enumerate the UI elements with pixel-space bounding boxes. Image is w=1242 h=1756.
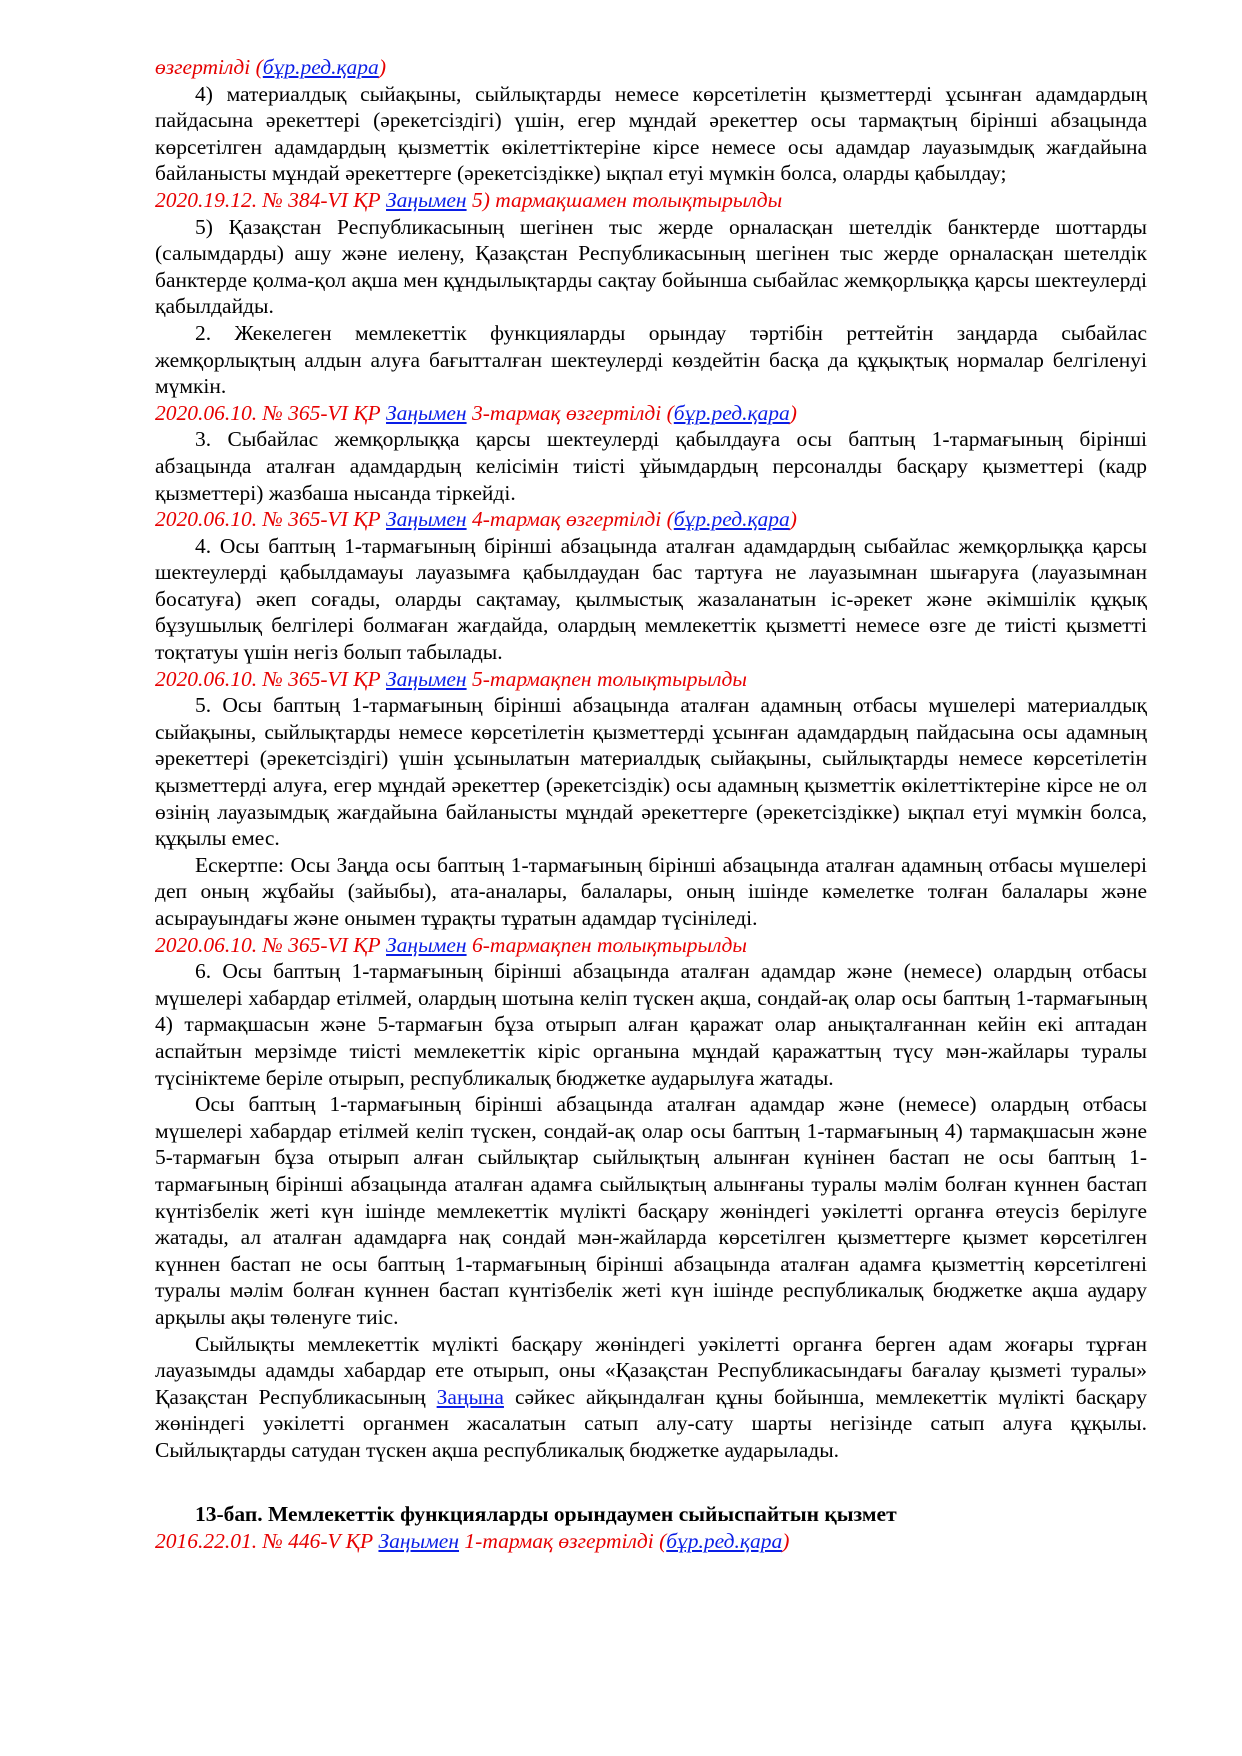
paragraph: 4. Осы баптың 1-тармағының бірінші абзацында аталған адамдардың сыбайлас жемқорлыққа қарсы шектеулерді қабылдамауы лауазымға қабылдаудан бас тартуға не лауазымнан шығаруға (лауазымнан босатуға) әкеп соғады, оларды сақтамау, қылмыстық жазаланатын іс-әрекет және әкімшілік құқық бұзушылық белгілері болмаған жағдайда, олардың мемлекеттік қызметті немесе өзге де тиісті қызметті тоқтатуы үшін негіз болып табылады. xyxy=(155,533,1147,665)
note-text: 2020.06.10. № 365-VI ҚР xyxy=(155,400,387,425)
article-heading: 13-бап. Мемлекеттік функцияларды орындаумен сыйыспайтын қызмет xyxy=(195,1502,897,1527)
spacer xyxy=(155,1463,1147,1501)
note-text: 2020.06.10. № 365-VI ҚР xyxy=(155,507,387,532)
note-text: 2020.19.12. № 384-VI ҚР xyxy=(155,187,387,212)
note-text: 5-тармақпен толықтырылды xyxy=(466,666,747,691)
previous-edition-link[interactable]: бұр.ред.қара xyxy=(673,507,790,532)
previous-edition-link[interactable]: бұр.ред.қара xyxy=(673,400,790,425)
paragraph-text: сәйкес айқындалған құны бойынша, мемлекеттік мүлікті басқару жөніндегі уәкілетті органмен жасалатын сатып алу-сату шарты негізінде сатып алуға құқылы. Сыйлықтарды сатудан түскен ақша республикалық бюджетке аударылады. xyxy=(155,1384,1147,1462)
paragraph: 3. Сыбайлас жемқорлыққа қарсы шектеулерді қабылдауға осы баптың 1-тармағының бірінші абзацында аталған адамдардың келісімін тиісті ұйымдардың персоналды басқару қызметтері (кадр қызметтері) жазбаша нысанда тіркейді. xyxy=(155,427,1147,505)
note-text: 1-тармақ өзгертілді ( xyxy=(459,1529,667,1554)
amendment-note xyxy=(155,666,1147,693)
note-text: 5) тармақшамен толықтырылды xyxy=(466,187,783,212)
amendment-note xyxy=(155,932,1147,959)
note-text: ) xyxy=(378,55,386,79)
law-link[interactable]: Заңымен xyxy=(386,666,467,691)
note-text: 6-тармақпен толықтырылды xyxy=(466,932,747,957)
note-text: 2016.22.01. № 446-V ҚР xyxy=(155,1529,379,1554)
law-link[interactable]: Заңымен xyxy=(378,1529,460,1554)
paragraph: 5) Қазақстан Республикасының шегінен тыс жерде орналасқан шетелдік банктерде шоттарды (салымдарды) ашу және иелену, Қазақстан Республикасының шегінен тыс жерде орналасқан шетелдік банктерде қолма-қол ақша мен құндылықтарды сақтау бойынша сыбайлас жемқорлыққа қарсы шектеулерді қабылдайды. xyxy=(155,214,1147,319)
law-link[interactable]: Заңымен xyxy=(386,187,467,212)
note-text: 2020.06.10. № 365-VI ҚР xyxy=(155,932,387,957)
amendment-note xyxy=(155,1528,1147,1555)
law-link[interactable]: Заңына xyxy=(436,1384,504,1409)
paragraph: Осы баптың 1-тармағының бірінші абзацында аталған адамдар және (немесе) олардың отбасы мүшелері хабардар етілмей келіп түскен, сондай-ақ олар осы баптың 1-тармағының 4) тармақшасын және 5-тармағын бұза отырып алған сыйлықтар сыйлықтың алынған күнінен бастап не осы баптың 1-тармағының бірінші абзацында аталған адамға сыйлықтың алынғаны туралы мәлім болған күннен бастап күнтізбелік жеті күн ішінде мемлекеттік мүлікті басқару жөніндегі уәкілетті органға өтеусіз берілуге жатады, ал аталған адамдарға нақ сондай мән-жайларда көрсетілген қызметтерге қызмет көрсетілген күннен бастап не осы баптың 1-тармағының бірінші абзацында аталған адамға қызметтің көрсетілгені туралы мәлім болған күннен бастап күнтізбелік жеті күн ішінде республикалық бюджетке ақша аудару арқылы ақы төленуге тиіс. xyxy=(155,1092,1147,1329)
remark-paragraph: Ескертпе: Осы Заңда осы баптың 1-тармағының бірінші абзацында аталған адамның отбасы мүшелері деп оның жұбайы (зайыбы), ата-аналары, балалары, оның ішінде кәмелетке толған балалары және асырауындағы және онымен тұрақты тұратын адамдар түсініледі. xyxy=(155,852,1147,930)
amendment-note xyxy=(155,400,1147,427)
previous-edition-link[interactable]: бұр.ред.қара xyxy=(262,55,379,79)
note-text: өзгертілді ( xyxy=(155,55,263,79)
document-page xyxy=(155,54,1147,1555)
law-link[interactable]: Заңымен xyxy=(386,400,467,425)
note-text: ) xyxy=(789,507,797,532)
paragraph: 6. Осы баптың 1-тармағының бірінші абзацында аталған адамдар және (немесе) олардың отбасы мүшелері хабардар етілмей, олардың шотына келіп түскен ақша, сондай-ақ олар осы баптың 1-тармағының 4) тармақшасын және 5-тармағын бұза отырып алған қаражат олар анықталғаннан кейін екі аптадан аспайтын мерзімде тиісті мемлекеттік кіріс органына мұндай қаражаттың түсу мән-жайлары туралы түсініктеме беріле отырып, республикалық бюджетке аударылуға жатады. xyxy=(155,959,1147,1090)
note-text: 3-тармақ өзгертілді ( xyxy=(466,400,674,425)
previous-edition-link[interactable]: бұр.ред.қара xyxy=(666,1529,783,1554)
note-text: ) xyxy=(782,1529,790,1554)
paragraph: 4) материалдық сыйақыны, сыйлықтарды немесе көрсетілетін қызметтерді ұсынған адамдардың пайдасына әрекеттері (әрекетсіздігі) үшін, егер мұндай әрекеттер осы тармақтың бірінші абзацында көрсетілген адамдардың қызметтік өкілеттіктеріне кірсе немесе осы адамдар лауазымдық жағдайына байланысты мұндай әрекеттерге (әрекетсіздікке) ықпал етуі мүмкін болса, оларды қабылдау; xyxy=(155,81,1147,186)
note-text: 2020.06.10. № 365-VI ҚР xyxy=(155,666,387,691)
note-text: ) xyxy=(789,400,797,425)
law-link[interactable]: Заңымен xyxy=(386,932,467,957)
law-link[interactable]: Заңымен xyxy=(386,507,467,532)
paragraph-text: Сыйлықты мемлекеттік мүлікті басқару жөніндегі уәкілетті органға берген адам жоғары тұрған лауазымды адамды хабардар ете отырып, оны «Қазақстан Республикасындағы бағалау қызметі туралы» Қазақстан Республикасының xyxy=(155,1331,1147,1409)
amendment-note xyxy=(155,187,1147,214)
paragraph xyxy=(155,1331,1147,1464)
amendment-note xyxy=(155,506,1147,533)
note-text: 4-тармақ өзгертілді ( xyxy=(466,507,674,532)
paragraph: 2. Жекелеген мемлекеттік функцияларды орындау тәртібін реттейтін заңдарда сыбайлас жемқорлықтың алдын алуға бағытталған шектеулерді көздейтін басқа да құқықтық нормалар белгіленуі мүмкін. xyxy=(155,320,1147,399)
paragraph: 5. Осы баптың 1-тармағының бірінші абзацында аталған адамның отбасы мүшелері материалдық сыйақыны, сыйлықтарды немесе көрсетілетін қызметтерді ұсынған адамдардың пайдасына осы адамның әрекеттері (әрекетсіздігі) үшін ұсынылатын материалдық сыйақыны, сыйлықтарды немесе көрсетілетін қызметтерді алуға, егер мұндай әрекеттер (әрекетсіздік) осы адамның қызметтік өкілеттіктеріне кірсе не ол өзінің лауазымдық жағдайына байланысты мұндай әрекеттерге (әрекетсіздікке) ықпал етуі мүмкін болса, құқылы емес. xyxy=(155,693,1147,851)
amendment-note xyxy=(155,54,1147,81)
